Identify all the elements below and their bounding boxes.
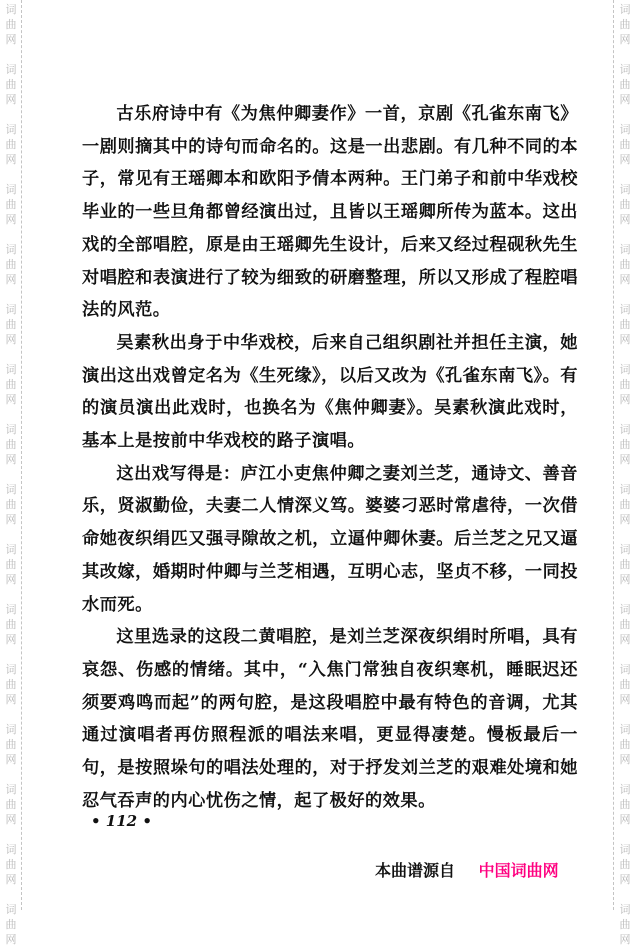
watermark-text: 词 曲 网 [619,183,631,226]
watermark-text: 词 曲 网 [5,63,17,106]
watermark-text: 词 曲 网 [619,3,631,46]
watermark-text: 词 曲 网 [619,423,631,466]
paragraph-2: 吴素秋出身于中华戏校，后来自己组织剧社并担任主演，她演出这出戏曾定名为《生死缘》，以后又改为《孔雀东南飞》。有的演员演出此戏时，也换名为《焦仲卿妻》。吴素秋演此戏时，基本上是按前中华戏校的路子演唱。 [82,332,578,452]
watermark-text: 词 曲 网 [619,603,631,646]
watermark-text: 词 曲 网 [5,123,17,166]
watermark-text: 词 曲 网 [5,423,17,466]
watermark-text: 词 曲 网 [5,903,17,946]
source-attribution [375,858,559,881]
left-watermark-margin [0,0,22,946]
watermark-text: 词 曲 网 [619,783,631,826]
watermark-text: 词 曲 网 [5,3,17,46]
watermark-text: 词 曲 网 [5,363,17,406]
watermark-text: 词 曲 网 [5,483,17,526]
paragraph-4: 这里选录的这段二黄唱腔，是刘兰芝深夜织绢时所唱，具有哀怨、伤感的情绪。其中，“入焦门常独自夜织寒机，睡眠迟还须要鸡鸣而起”的两句腔，是这段唱腔中最有特色的音调，尤其通过演唱者再仿照程派的唱法来唱，更显得凄楚。慢板最后一句，是按照垛句的唱法处理的，对于抒发刘兰芝的艰难处境和她忍气吞声的内心忧伤之情，起了极好的效果。 [82,627,578,811]
watermark-text: 词 曲 网 [5,663,17,706]
right-watermark-margin [613,0,635,946]
watermark-text: 词 曲 网 [5,183,17,226]
watermark-text: 词 曲 网 [5,843,17,886]
source-prefix: 本曲谱源自 [375,861,456,880]
watermark-text: 词 曲 网 [619,363,631,406]
page-number: • 112 • [91,812,152,830]
watermark-text: 词 曲 网 [5,723,17,766]
watermark-text: 词 曲 网 [5,543,17,586]
watermark-text: 词 曲 网 [619,903,631,946]
watermark-text: 词 曲 网 [5,603,17,646]
watermark-text: 词 曲 网 [619,303,631,346]
watermark-text: 词 曲 网 [619,723,631,766]
watermark-text: 词 曲 网 [619,483,631,526]
document-body [82,98,578,817]
watermark-text: 词 曲 网 [5,783,17,826]
watermark-text: 词 曲 网 [619,243,631,286]
watermark-text: 词 曲 网 [619,843,631,886]
watermark-text: 词 曲 网 [619,63,631,106]
watermark-text: 词 曲 网 [5,243,17,286]
paragraph-3: 这出戏写得是：庐江小吏焦仲卿之妻刘兰芝，通诗文、善音乐，贤淑勤俭，夫妻二人情深义笃。婆婆刁恶时常虐待，一次借命她夜织绢匹又强寻隙故之机，立逼仲卿休妻。后兰芝之兄又逼其改嫁，婚期时仲卿与兰芝相遇，互明心志，坚贞不移，一同投水而死。 [82,463,578,615]
watermark-text: 词 曲 网 [619,123,631,166]
watermark-text: 词 曲 网 [619,663,631,706]
watermark-text: 词 曲 网 [5,303,17,346]
watermark-text: 词 曲 网 [619,543,631,586]
source-site-link[interactable]: 中国词曲网 [478,861,559,880]
paragraph-1: 古乐府诗中有《为焦仲卿妻作》一首，京剧《孔雀东南飞》一剧则摘其中的诗句而命名的。这是一出悲剧。有几种不同的本子，常见有王瑶卿本和欧阳予倩本两种。王门弟子和前中华戏校毕业的一些旦角都曾经演出过，且皆以王瑶卿所传为蓝本。这出戏的全部唱腔，原是由王瑶卿先生设计，后来又经过程砚秋先生对唱腔和表演进行了较为细致的研磨整理，所以又形成了程腔唱法的风范。 [82,104,578,321]
